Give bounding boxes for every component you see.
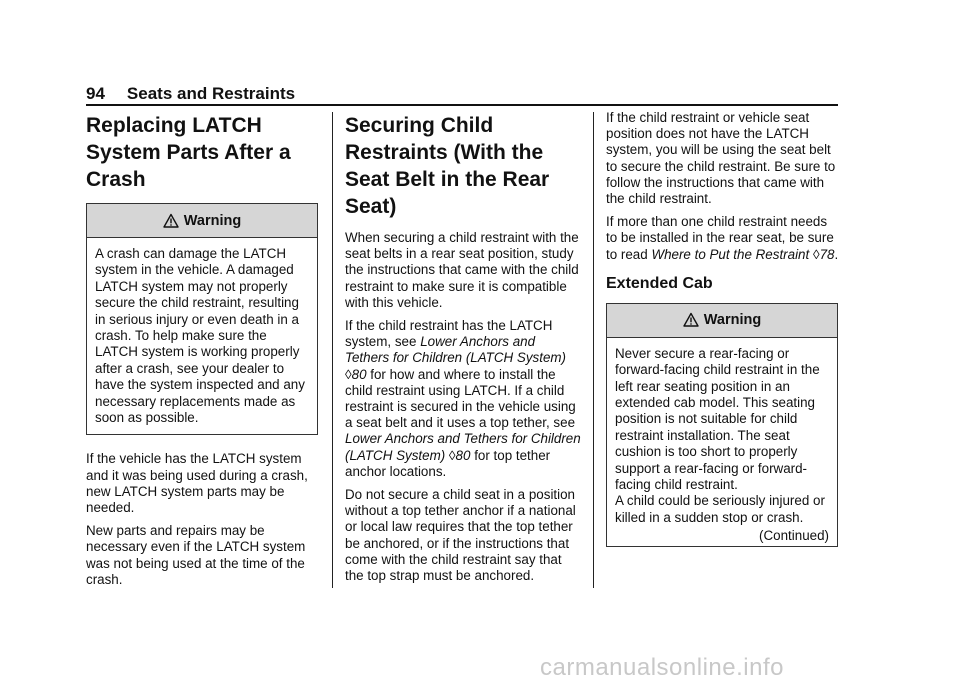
text-run: If the child restraint has the LATCH system, see bbox=[345, 318, 553, 350]
section-heading: Replacing LATCH System Parts After a Crash bbox=[86, 114, 291, 191]
page-reference-icon: ◊ bbox=[812, 246, 820, 262]
column-1 bbox=[86, 112, 322, 588]
column-divider-2 bbox=[593, 112, 594, 588]
warning-triangle-icon bbox=[163, 213, 179, 229]
page-reference-number[interactable]: 78 bbox=[819, 246, 835, 262]
text-run: . bbox=[834, 246, 839, 262]
text-run: If more than one child restraint needs to be installed in the rear seat, be sure to read bbox=[606, 214, 834, 262]
paragraph: If the vehicle has the LATCH system and it was being used during a crash, new LATCH system parts may be needed. bbox=[86, 451, 308, 516]
warning-text bbox=[607, 338, 837, 546]
page-reference-number[interactable]: 80 bbox=[351, 366, 367, 382]
warning-box bbox=[86, 203, 318, 435]
page-header bbox=[86, 84, 295, 104]
warning-triangle-icon bbox=[683, 312, 699, 328]
text-run: for top tether anchor locations. bbox=[345, 447, 551, 479]
header-rule bbox=[86, 104, 838, 106]
text-run: for how and where to install the child restraint using LATCH. If a child restraint is secured in the vehicle using a seat belt and it uses a top tether, see bbox=[345, 366, 576, 431]
warning-text: A crash can damage the LATCH system in the vehicle. A damaged LATCH system may not properly secure the child restraint, resulting in serious injury or even death in a crash. To help make sure the LATCH system is working properly after a crash, see your dealer to have the system inspected and any necessary replacements made as soon as possible. bbox=[95, 246, 305, 426]
paragraph: New parts and repairs may be necessary even if the LATCH system was not being used at the time of the crash. bbox=[86, 523, 306, 587]
paragraph: When securing a child restraint with the seat belts in a rear seat position, study the instructions that came with the child restraint to make sure it is compatible with this vehicle. bbox=[345, 230, 579, 310]
paragraph bbox=[606, 214, 840, 263]
warning-title: Warning bbox=[703, 312, 762, 329]
column-divider-1 bbox=[332, 112, 333, 588]
warning-paragraph: Never secure a rear-facing or forward-facing child restraint in the left rear seating position in an extended cab model. This seating position is not suitable for child restraint installation. The seat cushion is too short to properly support a rear-facing or forward-facing child restraint. bbox=[615, 345, 820, 493]
page-reference-number[interactable]: 80 bbox=[455, 447, 471, 463]
warning-paragraph: A child could be seriously injured or killed in a sudden stop or crash. bbox=[615, 493, 825, 525]
continued-label: (Continued) bbox=[759, 528, 829, 544]
warning-box bbox=[606, 303, 838, 547]
page-reference-icon: ◊ bbox=[448, 447, 456, 463]
page-reference-icon: ◊ bbox=[345, 366, 352, 382]
subheading: Extended Cab bbox=[606, 274, 713, 292]
paragraph bbox=[345, 318, 581, 480]
warning-header bbox=[87, 204, 317, 238]
warning-title: Warning bbox=[183, 212, 242, 229]
cross-reference-link[interactable]: Lower Anchors and Tethers for Children (LATCH System) bbox=[345, 431, 581, 463]
cross-reference-link[interactable]: Where to Put the Restraint bbox=[651, 246, 810, 262]
column-3 bbox=[606, 110, 840, 547]
page-number: 94 bbox=[86, 84, 105, 103]
section-heading: Securing Child Restraints (With the Seat Belt in the Rear Seat) bbox=[345, 114, 550, 218]
section-title: Seats and Restraints bbox=[126, 84, 296, 103]
column-2 bbox=[345, 112, 581, 584]
cross-reference-link[interactable]: Lower Anchors and Tethers for Children (LATCH System) bbox=[345, 334, 567, 366]
paragraph: If the child restraint or vehicle seat position does not have the LATCH system, you will be using the seat belt to secure the child restraint. Be sure to follow the instructions that came with the child restraint. bbox=[606, 110, 836, 207]
warning-header bbox=[607, 304, 837, 338]
watermark: carmanualsonline.info bbox=[540, 654, 784, 681]
paragraph: Do not secure a child seat in a position without a top tether anchor if a national or local law requires that the top tether be anchored, or if the instructions that come with the child restraint say that the top strap must be anchored. bbox=[345, 487, 576, 584]
